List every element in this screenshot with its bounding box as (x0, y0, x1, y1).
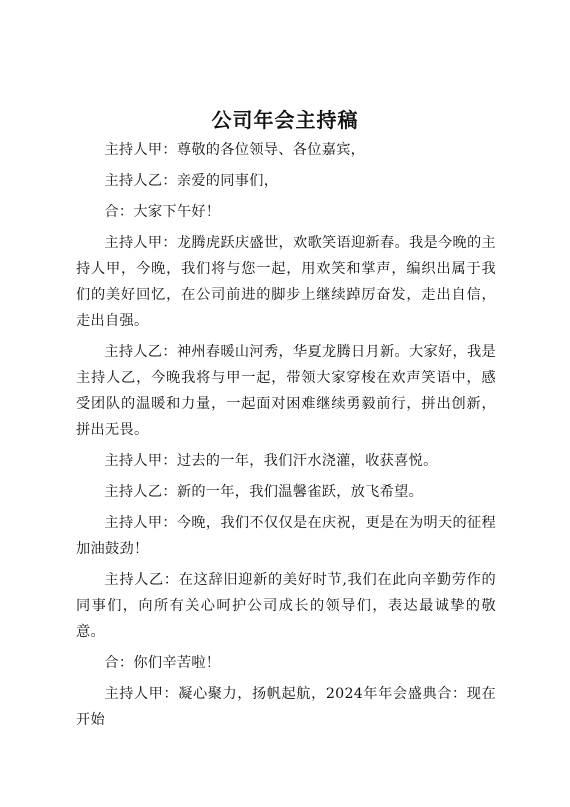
paragraph-2: 主持人乙：亲爱的同事们， (104, 173, 279, 189)
paragraph-8: 主持人甲：今晚，我们不仅仅是在庆祝，更是在为明天的征程加油鼓劲！ (76, 515, 496, 557)
paragraph-5: 主持人乙：神州春暖山河秀，华夏龙腾日月新。大家好，我是主持人乙，今晚我将与甲一起，带领大家穿梭在欢声笑语中，感受团队的温暖和力量，一起面对困难继续勇毅前行，拼出创新，拼出无畏。 (76, 344, 496, 438)
paragraph-6: 主持人甲：过去的一年，我们汗水浇灌，收获喜悦。 (104, 453, 438, 469)
paragraph-11: 主持人甲：凝心聚力，扬帆起航，2024年年会盛典合：现在开始 (76, 686, 496, 728)
paragraph-1: 主持人甲：尊敬的各位领导、各位嘉宾， (104, 142, 366, 158)
paragraph-7: 主持人乙：新的一年，我们温馨雀跃，放飞希望。 (104, 484, 424, 500)
paragraph-4: 主持人甲：龙腾虎跃庆盛世，欢歌笑语迎新春。我是今晚的主持人甲，今晚，我们将与您一起，用欢笑和掌声，编织出属于我们的美好回忆，在公司前进的脚步上继续踔厉奋发，走出自信，走出自强。 (76, 235, 496, 329)
document-title: 公司年会主持稿 (211, 108, 359, 132)
document-body (76, 137, 496, 738)
paragraph-9: 主持人乙：在这辞旧迎新的美好时节,我们在此向辛勤劳作的同事们，向所有关心呵护公司成长的领导们，表达最诚挚的敬意。 (76, 572, 496, 640)
paragraph-3: 合：大家下午好！ (104, 204, 221, 220)
paragraph-10: 合：你们辛苦啦！ (104, 655, 221, 671)
